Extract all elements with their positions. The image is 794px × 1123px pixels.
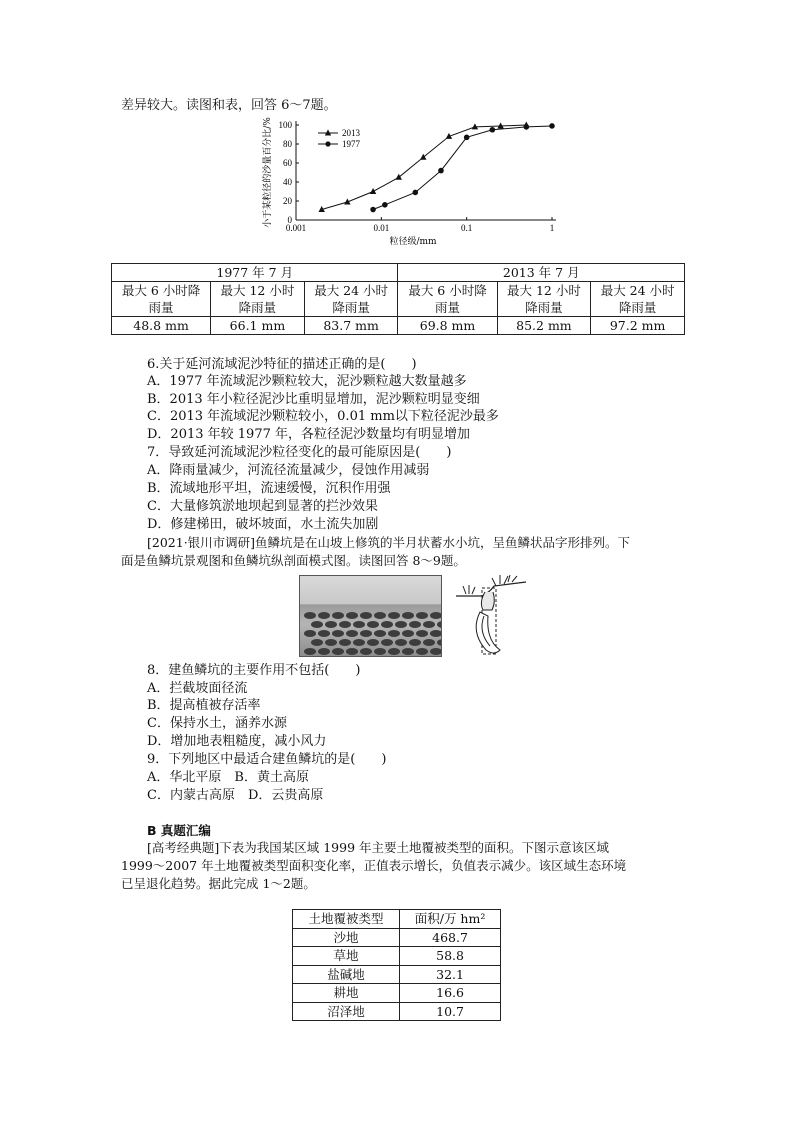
pit-mark — [304, 630, 316, 637]
table-cell: 48.8 mm — [112, 317, 211, 335]
pit-mark — [388, 648, 400, 655]
pit-mark — [416, 630, 428, 637]
x-axis-label: 粒径级/mm — [389, 237, 437, 247]
q7-option-d: D．修建梯田，破坏坡面，水土流失加剧 — [147, 517, 379, 532]
q8-option-c: C．保持水土，涵养水源 — [147, 716, 287, 731]
pit-mark — [304, 612, 316, 619]
legend-marker — [325, 141, 330, 146]
fish-intro-line-2: 面是鱼鳞坑景观图和鱼鳞坑纵剖面模式图。读图回答 8～9题。 — [121, 553, 466, 568]
intro-line: 差异较大。读图和表，回答 6～7题。 — [121, 98, 337, 113]
pit-mark — [318, 630, 330, 637]
column-header: 最大 6 小时降 雨量 — [398, 282, 497, 317]
crescent-section — [476, 612, 500, 653]
rainfall-table — [111, 263, 685, 335]
table-cell: 10.7 — [400, 1002, 501, 1021]
data-point-1977 — [438, 168, 444, 174]
pit-mark — [346, 630, 358, 637]
pit-mark — [318, 648, 330, 655]
column-header: 最大 12 小时 降雨量 — [497, 282, 591, 317]
q7-option-b: B．流域地形平坦，流速缓慢，沉积作用强 — [147, 481, 391, 496]
table-cell: 沙地 — [293, 928, 400, 947]
table-row — [293, 947, 501, 966]
pit-mark — [381, 621, 393, 628]
table-cell: 草地 — [293, 947, 400, 966]
q9-option-ab: A．华北平原 B．黄土高原 — [147, 770, 309, 785]
data-point-1977 — [524, 124, 530, 130]
pit-mark — [360, 630, 372, 637]
pit-mark — [332, 612, 344, 619]
table-cell: 58.8 — [400, 947, 501, 966]
table-cell: 69.8 mm — [398, 317, 497, 335]
q8-option-d: D．增加地表粗糙度，减小风力 — [147, 734, 327, 749]
q6-stem: 6.关于延河流域泥沙特征的描述正确的是( ) — [147, 357, 417, 372]
pit-mark — [360, 648, 372, 655]
fish-scale-pit-photo — [299, 575, 442, 657]
pit-mark — [416, 648, 428, 655]
pit-mark — [332, 630, 344, 637]
pit-mark — [304, 648, 316, 655]
pit-mark — [388, 630, 400, 637]
pit-mark — [409, 639, 421, 646]
legend-label: 2013 — [342, 128, 360, 138]
pit-mark — [374, 612, 386, 619]
table-cell: 83.7 mm — [304, 317, 398, 335]
data-point-1977 — [549, 123, 555, 129]
q9-stem: 9．下列地区中最适合建鱼鳞坑的是( ) — [147, 752, 387, 767]
pit-mark — [416, 612, 428, 619]
pit-mark — [437, 639, 442, 646]
q7-option-a: A．降雨量减少，河流径流量减少，侵蚀作用减弱 — [147, 463, 430, 478]
data-point-2013 — [396, 174, 402, 180]
data-point-2013 — [420, 154, 426, 160]
column-header: 土地覆被类型 — [293, 910, 400, 929]
y-tick-label: 80 — [283, 139, 292, 149]
q7-option-c: C．大量修筑淤地坝起到显著的拦沙效果 — [147, 499, 378, 514]
pit-mark — [423, 639, 435, 646]
table-cell: 盐碱地 — [293, 965, 400, 984]
pit-mark — [430, 612, 442, 619]
pit-mark — [381, 639, 393, 646]
pit-mark — [353, 639, 365, 646]
grain-size-chart — [258, 113, 578, 248]
fish-scale-pit-section-diagram — [452, 572, 532, 660]
x-tick-label: 0.1 — [461, 223, 473, 233]
tree-shape — [481, 592, 494, 610]
y-tick-label: 20 — [283, 196, 292, 206]
pit-mark — [325, 639, 337, 646]
data-point-1977 — [464, 135, 470, 141]
pit-mark — [346, 648, 358, 655]
table-row — [293, 928, 501, 947]
pit-mark — [311, 621, 323, 628]
y-tick-label: 40 — [283, 177, 292, 187]
x-tick-label: 0.01 — [373, 223, 390, 233]
column-header: 最大 24 小时 降雨量 — [591, 282, 685, 317]
legend-label: 1977 — [342, 139, 360, 149]
data-point-1977 — [490, 127, 496, 133]
q6-option-a: A．1977 年流域泥沙颗粒较大，泥沙颗粒越大数量越多 — [147, 374, 467, 389]
pit-mark — [346, 612, 358, 619]
q7-stem: 7．导致延河流域泥沙粒径变化的最可能原因是( ) — [147, 445, 452, 460]
data-point-2013 — [370, 188, 376, 194]
table-row — [293, 1002, 501, 1021]
pit-mark — [430, 648, 442, 655]
y-axis-label: 小于某粒径的沙量百分比/% — [263, 117, 273, 228]
pit-mark — [325, 621, 337, 628]
y-tick-label: 100 — [278, 120, 292, 130]
pit-mark — [430, 630, 442, 637]
pit-mark — [402, 612, 414, 619]
pit-mark — [339, 639, 351, 646]
table-cell: 468.7 — [400, 928, 501, 947]
pit-mark — [374, 630, 386, 637]
table-cell: 耕地 — [293, 984, 400, 1003]
pit-mark — [318, 612, 330, 619]
x-tick-label: 0.001 — [285, 223, 307, 233]
pit-mark — [353, 621, 365, 628]
pit-mark — [339, 621, 351, 628]
column-header: 最大 12 小时 降雨量 — [211, 282, 305, 317]
y-tick-label: 0 — [287, 215, 292, 225]
table-cell: 85.2 mm — [497, 317, 591, 335]
group-header: 1977 年 7 月 — [112, 264, 398, 282]
table-row — [293, 984, 501, 1003]
table-row — [293, 965, 501, 984]
table-cell: 97.2 mm — [591, 317, 685, 335]
q9-option-cd: C．内蒙古高原 D．云贵高原 — [147, 788, 324, 803]
table-cell: 16.6 — [400, 984, 501, 1003]
pit-mark — [395, 639, 407, 646]
pit-mark — [388, 612, 400, 619]
q6-option-b: B．2013 年小粒径泥沙比重明显增加，泥沙颗粒明显变细 — [147, 392, 480, 407]
pit-mark — [395, 621, 407, 628]
q6-option-c: C．2013 年流域泥沙颗粒较小，0.01 mm以下粒径泥沙最多 — [147, 409, 499, 424]
table-cell: 66.1 mm — [211, 317, 305, 335]
pit-mark — [360, 612, 372, 619]
data-point-1977 — [412, 190, 418, 196]
table-cell: 沼泽地 — [293, 1002, 400, 1021]
pit-mark — [374, 648, 386, 655]
pit-mark — [332, 648, 344, 655]
section-b-intro-1: [高考经典题]下表为我国某区域 1999 年主要土地覆被类型的面积。下图示意该区域 — [147, 840, 610, 855]
section-b-intro-2: 1999～2007 年土地覆被类型面积变化率，正值表示增长，负值表示减少。该区域生态环境 — [121, 858, 627, 873]
q8-option-a: A．拦截坡面径流 — [147, 681, 248, 696]
pit-mark — [311, 639, 323, 646]
q8-stem: 8．建鱼鳞坑的主要作用不包括( ) — [147, 663, 361, 678]
x-tick-label: 1 — [549, 223, 555, 233]
data-point-1977 — [382, 202, 388, 208]
pit-mark — [423, 621, 435, 628]
pit-mark — [437, 621, 442, 628]
series-line-1977 — [373, 126, 552, 210]
table-cell: 32.1 — [400, 965, 501, 984]
pit-mark — [367, 621, 379, 628]
pit-mark — [402, 648, 414, 655]
section-b-title: B 真题汇编 — [147, 823, 211, 838]
column-header: 最大 24 小时 降雨量 — [304, 282, 398, 317]
column-header: 最大 6 小时降 雨量 — [112, 282, 211, 317]
y-tick-label: 60 — [283, 158, 292, 168]
pit-mark — [409, 621, 421, 628]
q6-option-d: D．2013 年较 1977 年，各粒径泥沙数量均有明显增加 — [147, 427, 470, 442]
pit-mark — [367, 639, 379, 646]
fish-intro-line-1: [2021·银川市调研]鱼鳞坑是在山坡上修筑的半月状蓄水小坑，呈鱼鳞状品字形排列。下 — [147, 535, 631, 550]
land-cover-table — [292, 909, 501, 1021]
group-header: 2013 年 7 月 — [398, 264, 685, 282]
q8-option-b: B．提高植被存活率 — [147, 698, 261, 713]
section-b-intro-3: 已呈退化趋势。据此完成 1～2题。 — [121, 876, 316, 891]
column-header: 面积/万 hm² — [400, 910, 501, 929]
data-point-1977 — [370, 207, 376, 213]
pit-mark — [402, 630, 414, 637]
